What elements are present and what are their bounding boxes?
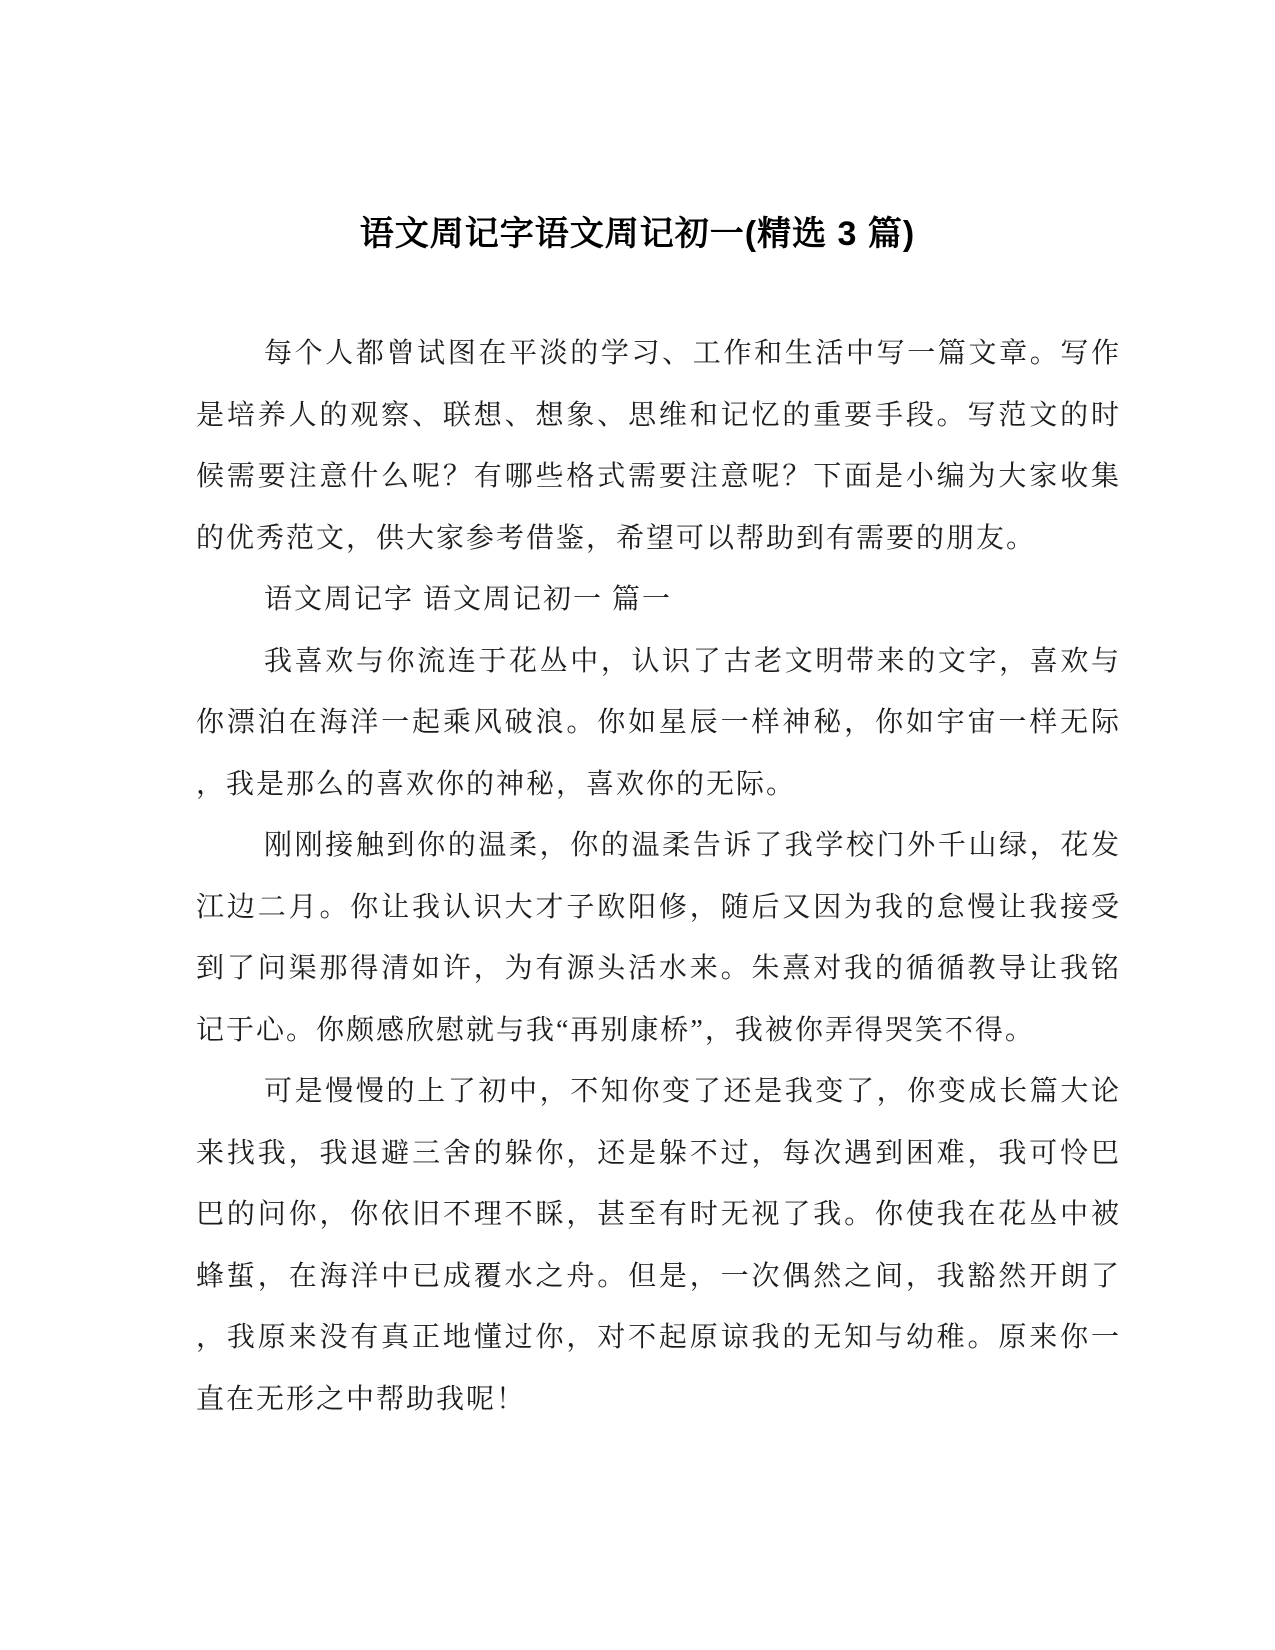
document-body — [196, 323, 1121, 1430]
document-title: 语文周记字语文周记初一(精选 3 篇) — [359, 215, 916, 253]
intro-paragraph: 每个人都曾试图在平淡的学习、工作和生活中写一篇文章。写作是培养人的观察、联想、想象、思维和记忆的重要手段。写范文的时候需要注意什么呢？有哪些格式需要注意呢？下面是小编为大家收集的优秀范文，供大家参考借鉴，希望可以帮助到有需要的朋友。 — [196, 338, 1121, 554]
section-heading-essay-1: 语文周记字 语文周记初一 篇一 — [264, 584, 673, 615]
essay-paragraph: 刚刚接触到你的温柔，你的温柔告诉了我学校门外千山绿，花发江边二月。你让我认识大才子欧阳修，随后又因为我的怠慢让我接受到了问渠那得清如许，为有源头活水来。朱熹对我的循循教导让我铭记于心。你颇感欣慰就与我“再别康桥”，我被你弄得哭笑不得。 — [196, 830, 1121, 1046]
essay-paragraph: 我喜欢与你流连于花丛中，认识了古老文明带来的文字，喜欢与你漂泊在海洋一起乘风破浪。你如星辰一样神秘，你如宇宙一样无际，我是那么的喜欢你的神秘，喜欢你的无际。 — [196, 645, 1121, 800]
essay-paragraph: 可是慢慢的上了初中，不知你变了还是我变了，你变成长篇大论来找我，我退避三舍的躲你，还是躲不过，每次遇到困难，我可怜巴巴的问你，你依旧不理不睬，甚至有时无视了我。你使我在花丛中被蜂蜇，在海洋中已成覆水之舟。但是，一次偶然之间，我豁然开朗了，我原来没有真正地懂过你，对不起原谅我的无知与幼稚。原来你一直在无形之中帮助我呢！ — [196, 1076, 1121, 1415]
